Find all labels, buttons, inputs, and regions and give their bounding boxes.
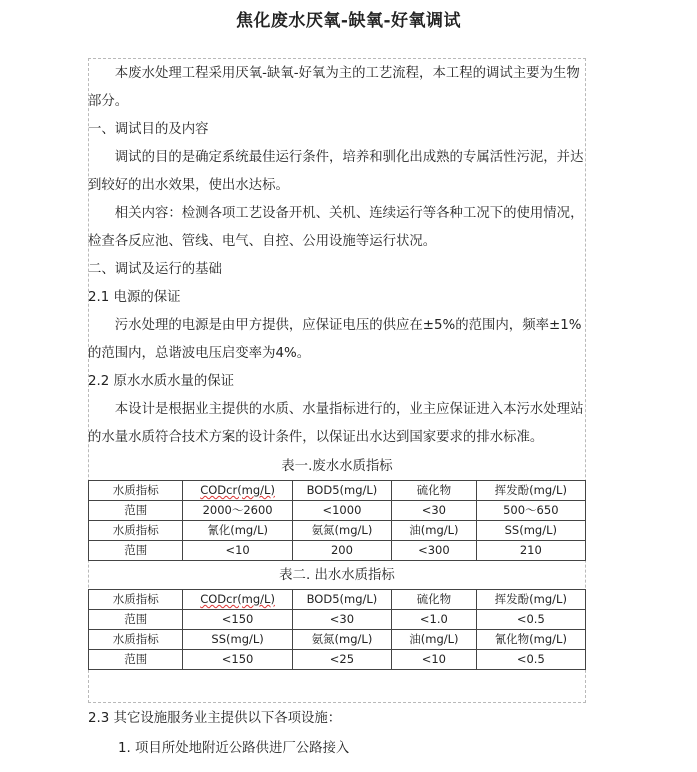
table-cell-text: CODcr(mg/L) (200, 592, 275, 606)
table-cell-text: BOD5(mg/L) (306, 483, 378, 497)
table-cell (292, 501, 391, 521)
section-heading-2: 二、调试及运行的基础 (88, 262, 222, 277)
table-cell (292, 610, 391, 630)
table-cell-text: 水质指标 (112, 483, 159, 497)
table-cell (89, 650, 183, 670)
subsection-heading-2-3: 2.3 其它设施服务业主提供以下各项设施： (88, 711, 342, 726)
table-cell (183, 481, 292, 501)
table-cell-text: <10 (421, 652, 447, 666)
table-cell (392, 501, 476, 521)
table-cell (89, 521, 183, 541)
table-cell (183, 541, 292, 561)
subsection-heading-2-1: 2.1 电源的保证 (88, 290, 181, 305)
table-cell-text: SS(mg/L) (211, 632, 264, 646)
table-row (89, 481, 586, 501)
table-cell (476, 590, 585, 610)
table-cell-text: <30 (421, 503, 447, 517)
table-cell (392, 521, 476, 541)
table-cell-text: SS(mg/L) (504, 523, 557, 537)
table-cell (392, 630, 476, 650)
purpose-paragraph: 调试的目的是确定系统最佳运行条件，培养和驯化出成熟的专属活性污泥，并达到较好的出水效果，使出水达标。 (88, 150, 584, 193)
table-row (89, 650, 586, 670)
table-cell-text: 硫化物 (416, 483, 452, 497)
section-heading-1: 一、调试目的及内容 (88, 122, 209, 137)
table-cell-text: CODcr(mg/L) (200, 483, 275, 497)
table-cell-text: 范围 (124, 503, 148, 517)
table-cell-text: 范围 (124, 652, 148, 666)
table-row (89, 521, 586, 541)
table-cell-text: 油(mg/L) (409, 632, 459, 646)
table-row (89, 501, 586, 521)
table-cell (89, 630, 183, 650)
table-cell-text: 水质指标 (112, 523, 159, 537)
table-cell-text: <1000 (322, 503, 362, 517)
table-cell-text: 200 (330, 543, 353, 557)
table-cell-text: <150 (221, 652, 254, 666)
table-row (89, 610, 586, 630)
quality-paragraph: 本设计是根据业主提供的水质、水量指标进行的，业主应保证进入本污水处理站的水量水质符合技术方案的设计条件，以保证出水达到国家要求的排水标准。 (88, 402, 584, 445)
document-tail (88, 704, 648, 764)
table-cell-text: 500～650 (503, 503, 559, 517)
table-cell-text: 水质指标 (112, 592, 159, 606)
table-cell (476, 630, 585, 650)
table-cell-text: BOD5(mg/L) (306, 592, 378, 606)
table-cell (392, 590, 476, 610)
power-paragraph: 污水处理的电源是由甲方提供，应保证电压的供应在±5%的范围内，频率±1%的范围内，总谐波电压启变率为4%。 (88, 318, 582, 361)
table-cell-text: 水质指标 (112, 632, 159, 646)
table-cell (476, 501, 585, 521)
table-cell-text: 氨氮(mg/L) (311, 523, 373, 537)
table-cell (476, 481, 585, 501)
content-paragraph: 相关内容：检测各项工艺设备开机、关机、连续运行等各种工况下的使用情况，检查各反应池、管线、电气、自控、公用设施等运行状况。 (88, 206, 584, 249)
table-cell-text: 挥发酚(mg/L) (494, 483, 567, 497)
subsection-heading-2-2: 2.2 原水水质水量的保证 (88, 374, 235, 389)
table-cell (183, 630, 292, 650)
table-cell (183, 590, 292, 610)
table-cell-text: <10 (225, 543, 250, 557)
table-cell-text: 硫化物 (416, 592, 452, 606)
list-item: 1. 项目所处地附近公路供进厂公路接入 (118, 741, 350, 756)
table-cell-text: 氨氮(mg/L) (311, 632, 373, 646)
table-cell (183, 610, 292, 630)
table-cell (89, 501, 183, 521)
table-cell-text: 210 (519, 543, 542, 557)
table-row (89, 541, 586, 561)
table-cell (392, 481, 476, 501)
table-cell-text: <30 (329, 612, 355, 626)
table-cell-text: <300 (418, 543, 450, 557)
table-cell (183, 501, 292, 521)
table2-caption: 表二. 出水水质指标 (279, 568, 395, 583)
table-cell (89, 590, 183, 610)
table-cell-text: 范围 (124, 543, 148, 557)
table-cell (89, 481, 183, 501)
table-cell (476, 541, 585, 561)
table-cell (292, 521, 391, 541)
table-row (89, 590, 586, 610)
table-cell (392, 541, 476, 561)
table-cell (392, 610, 476, 630)
table-cell-text: 油(mg/L) (409, 523, 459, 537)
table-cell (292, 541, 391, 561)
wastewater-quality-table (88, 480, 586, 561)
table-cell (476, 610, 585, 630)
table-cell (292, 650, 391, 670)
table-cell-text: 氰化物(mg/L) (494, 632, 567, 646)
table-cell-text: <150 (221, 612, 254, 626)
table-row (89, 630, 586, 650)
intro-paragraph: 本废水处理工程采用厌氧-缺氧-好氧为主的工艺流程，本工程的调试主要为生物部分。 (88, 66, 580, 109)
table-cell (89, 610, 183, 630)
table-cell (476, 650, 585, 670)
table-cell (89, 541, 183, 561)
table-cell (476, 521, 585, 541)
table-cell (292, 481, 391, 501)
table1-caption: 表一.废水水质指标 (281, 459, 393, 474)
table-cell-text: 范围 (124, 612, 148, 626)
table-cell-text: 挥发酚(mg/L) (494, 592, 567, 606)
table-cell (392, 650, 476, 670)
document-body (88, 60, 586, 670)
table-cell (183, 521, 292, 541)
table-cell (183, 650, 292, 670)
table-cell-text: <25 (329, 652, 355, 666)
table-cell (292, 630, 391, 650)
table-cell-text: 2000～2600 (202, 503, 273, 517)
table-cell-text: 氰化(mg/L) (207, 523, 268, 537)
table-cell-text: <1.0 (419, 612, 448, 626)
document-title: 焦化废水厌氧-缺氧-好氧调试 (235, 11, 462, 31)
table-cell (292, 590, 391, 610)
effluent-quality-table (88, 589, 586, 670)
table-cell-text: <0.5 (516, 652, 545, 666)
table-cell-text: <0.5 (516, 612, 545, 626)
